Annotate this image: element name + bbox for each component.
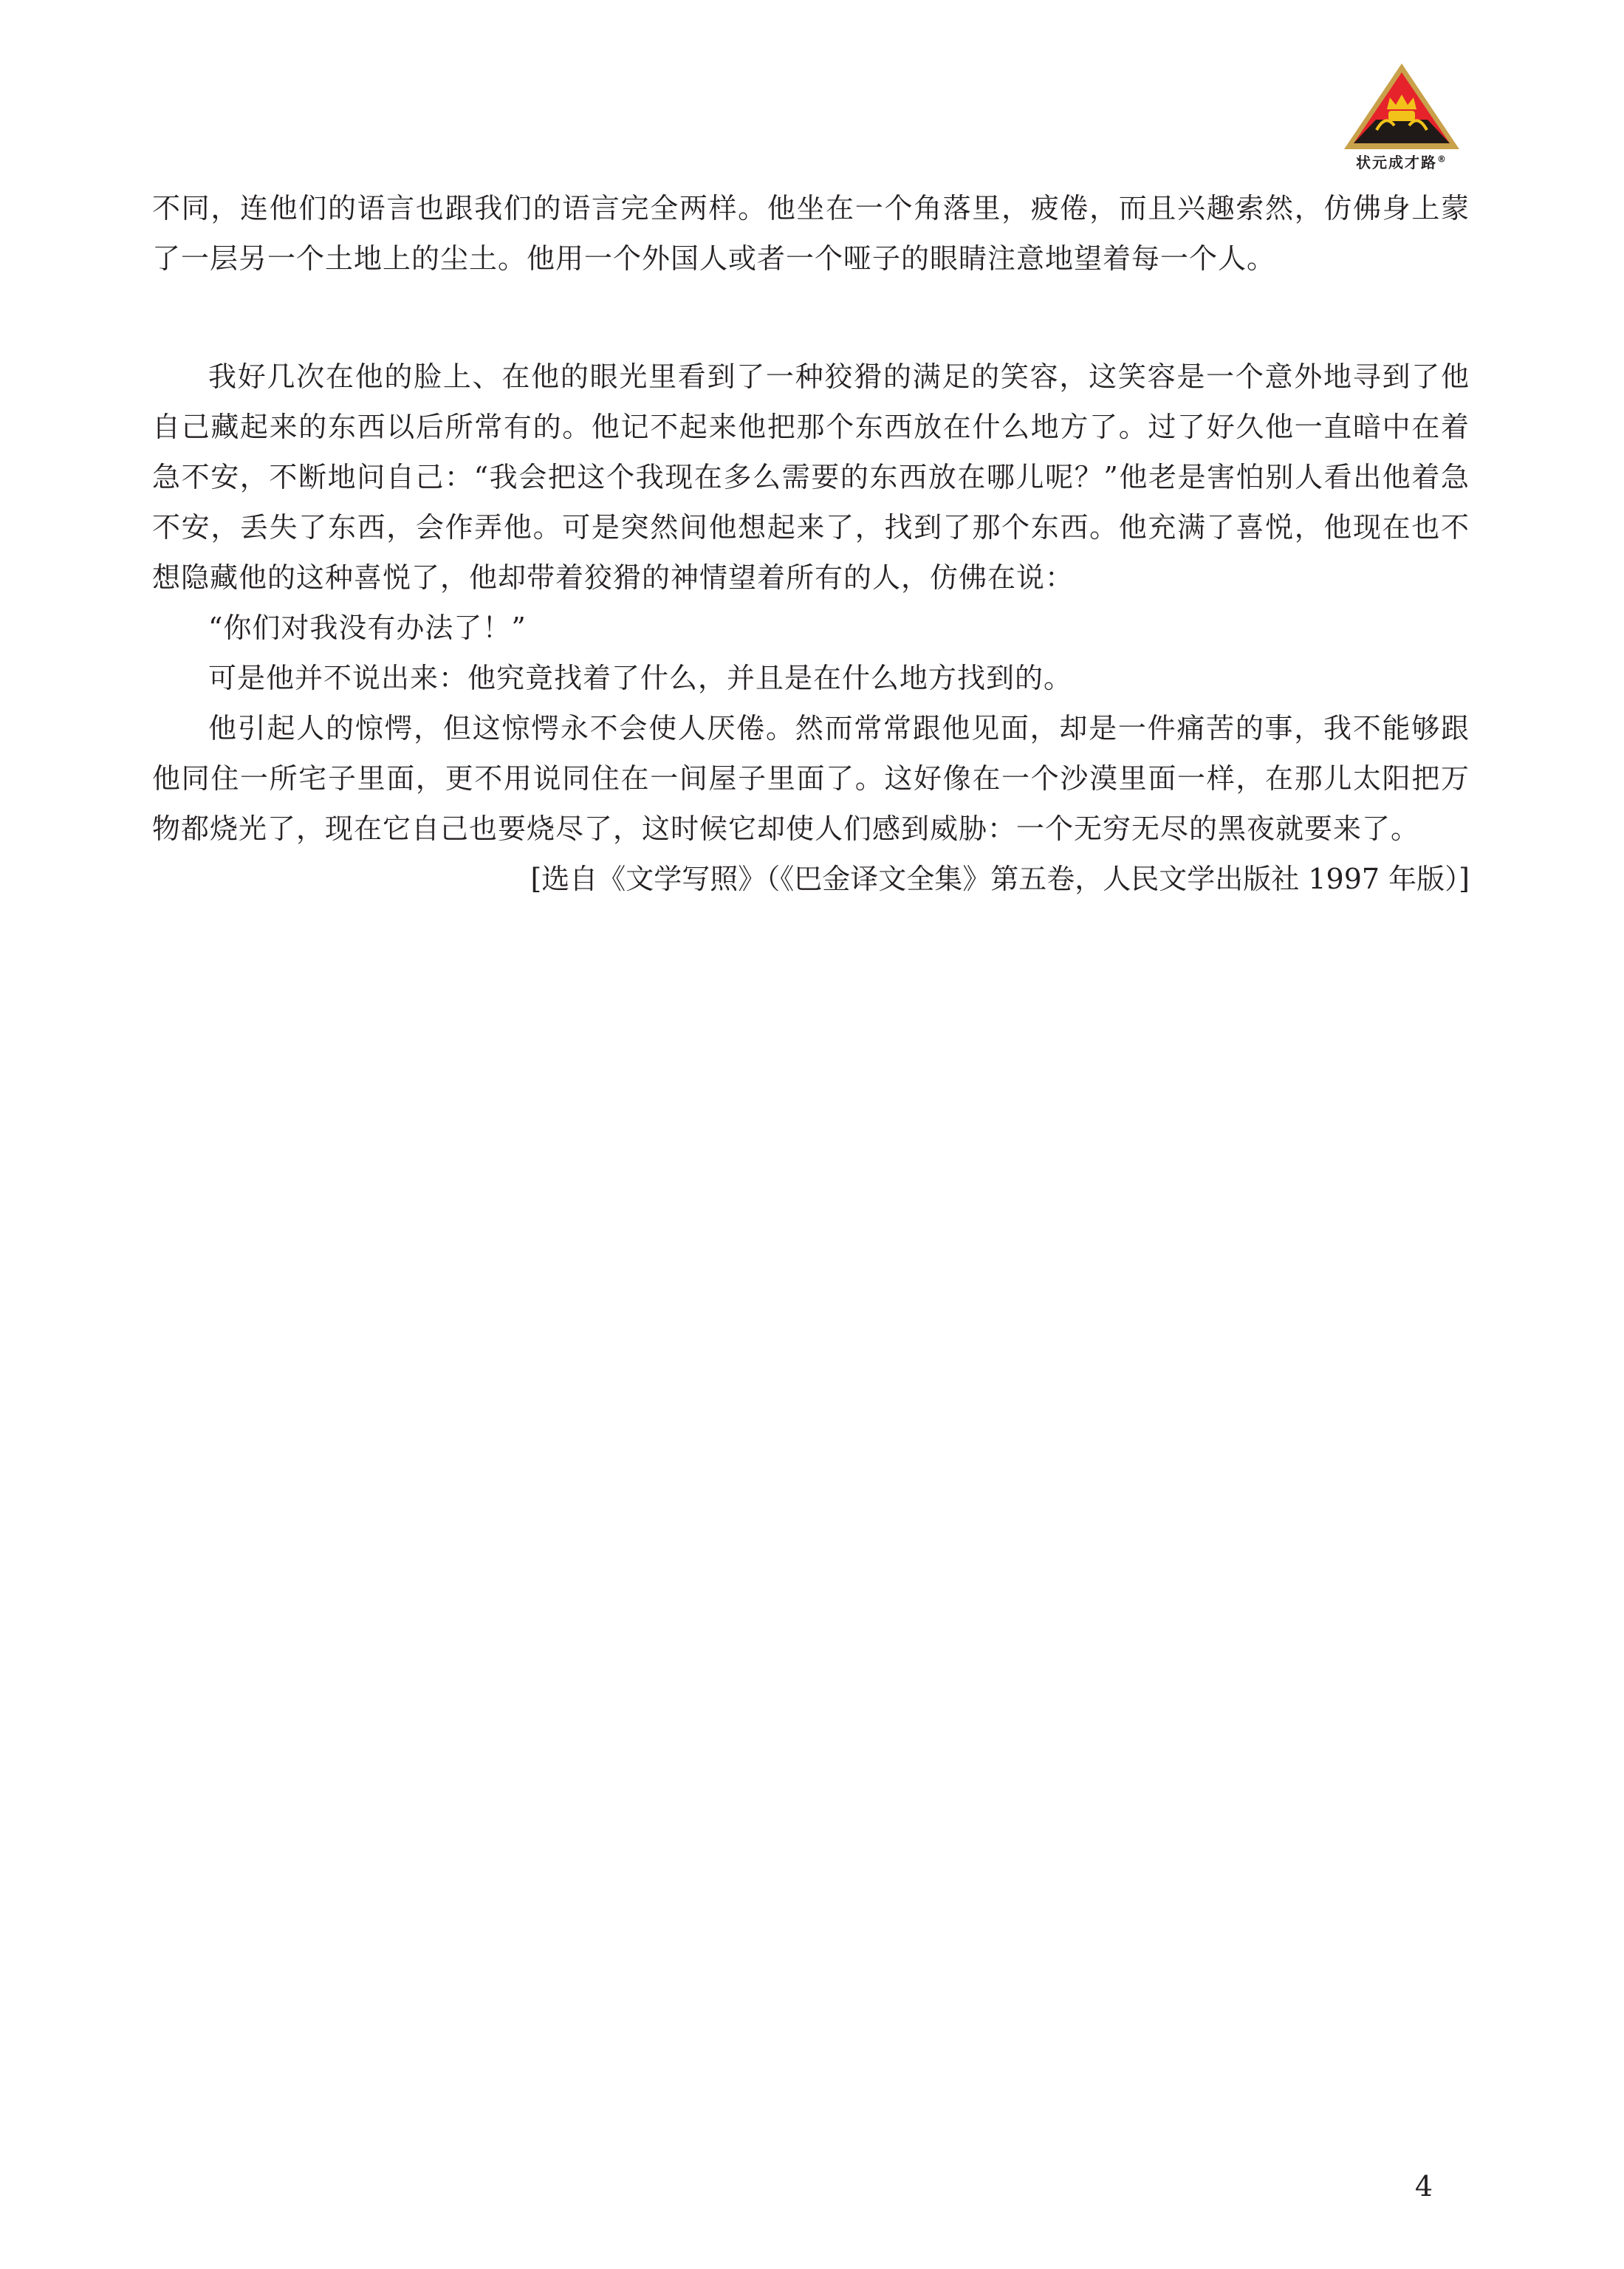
publisher-logo (1343, 62, 1461, 173)
paragraph-4: 可是他并不说出来：他究竟找着了什么，并且是在什么地方找到的。 (208, 662, 1073, 694)
paragraph-gap (152, 284, 1470, 352)
page-number: 4 (1414, 2170, 1433, 2203)
article-body (152, 183, 1470, 904)
logo-caption-text: 状元成才路 (1356, 154, 1437, 171)
paragraph-2: 我好几次在他的脸上、在他的眼光里看到了一种狡猾的满足的笑容，这笑容是一个意外地寻到了他自己藏起来的东西以后所常有的。他记不起来他把那个东西放在什么地方了。过了好久他一直暗中在着急不安，不断地问自己：“我会把这个我现在多么需要的东西放在哪儿呢？”他老是害怕别人看出他着急不安，丢失了东西，会作弄他。可是突然间他想起来了，找到了那个东西。他充满了喜悦，他现在也不想隐藏他的这种喜悦了，他却带着狡猾的神情望着所有的人，仿佛在说： (152, 360, 1470, 594)
logo-caption (1343, 151, 1461, 172)
registered-mark: ® (1437, 154, 1447, 165)
source-citation: [选自《文学写照》（《巴金译文全集》第五卷，人民文学出版社 1997 年版）] (530, 863, 1470, 895)
paragraph-3: “你们对我没有办法了！” (208, 612, 527, 644)
paragraph-5: 他引起人的惊愕，但这惊愕永不会使人厌倦。然而常常跟他见面，却是一件痛苦的事，我不能够跟他同住一所宅子里面，更不用说同住在一间屋子里面了。这好像在一个沙漠里面一样，在那儿太阳把万物都烧光了，现在它自己也要烧尽了，这时候它却使人们感到威胁：一个无穷无尽的黑夜就要来了。 (152, 712, 1470, 845)
paragraph-1: 不同，连他们的语言也跟我们的语言完全两样。他坐在一个角落里，疲倦，而且兴趣索然，仿佛身上蒙了一层另一个土地上的尘土。他用一个外国人或者一个哑子的眼睛注意地望着每一个人。 (152, 192, 1470, 275)
crown-laurel-triangle-icon (1343, 62, 1461, 151)
